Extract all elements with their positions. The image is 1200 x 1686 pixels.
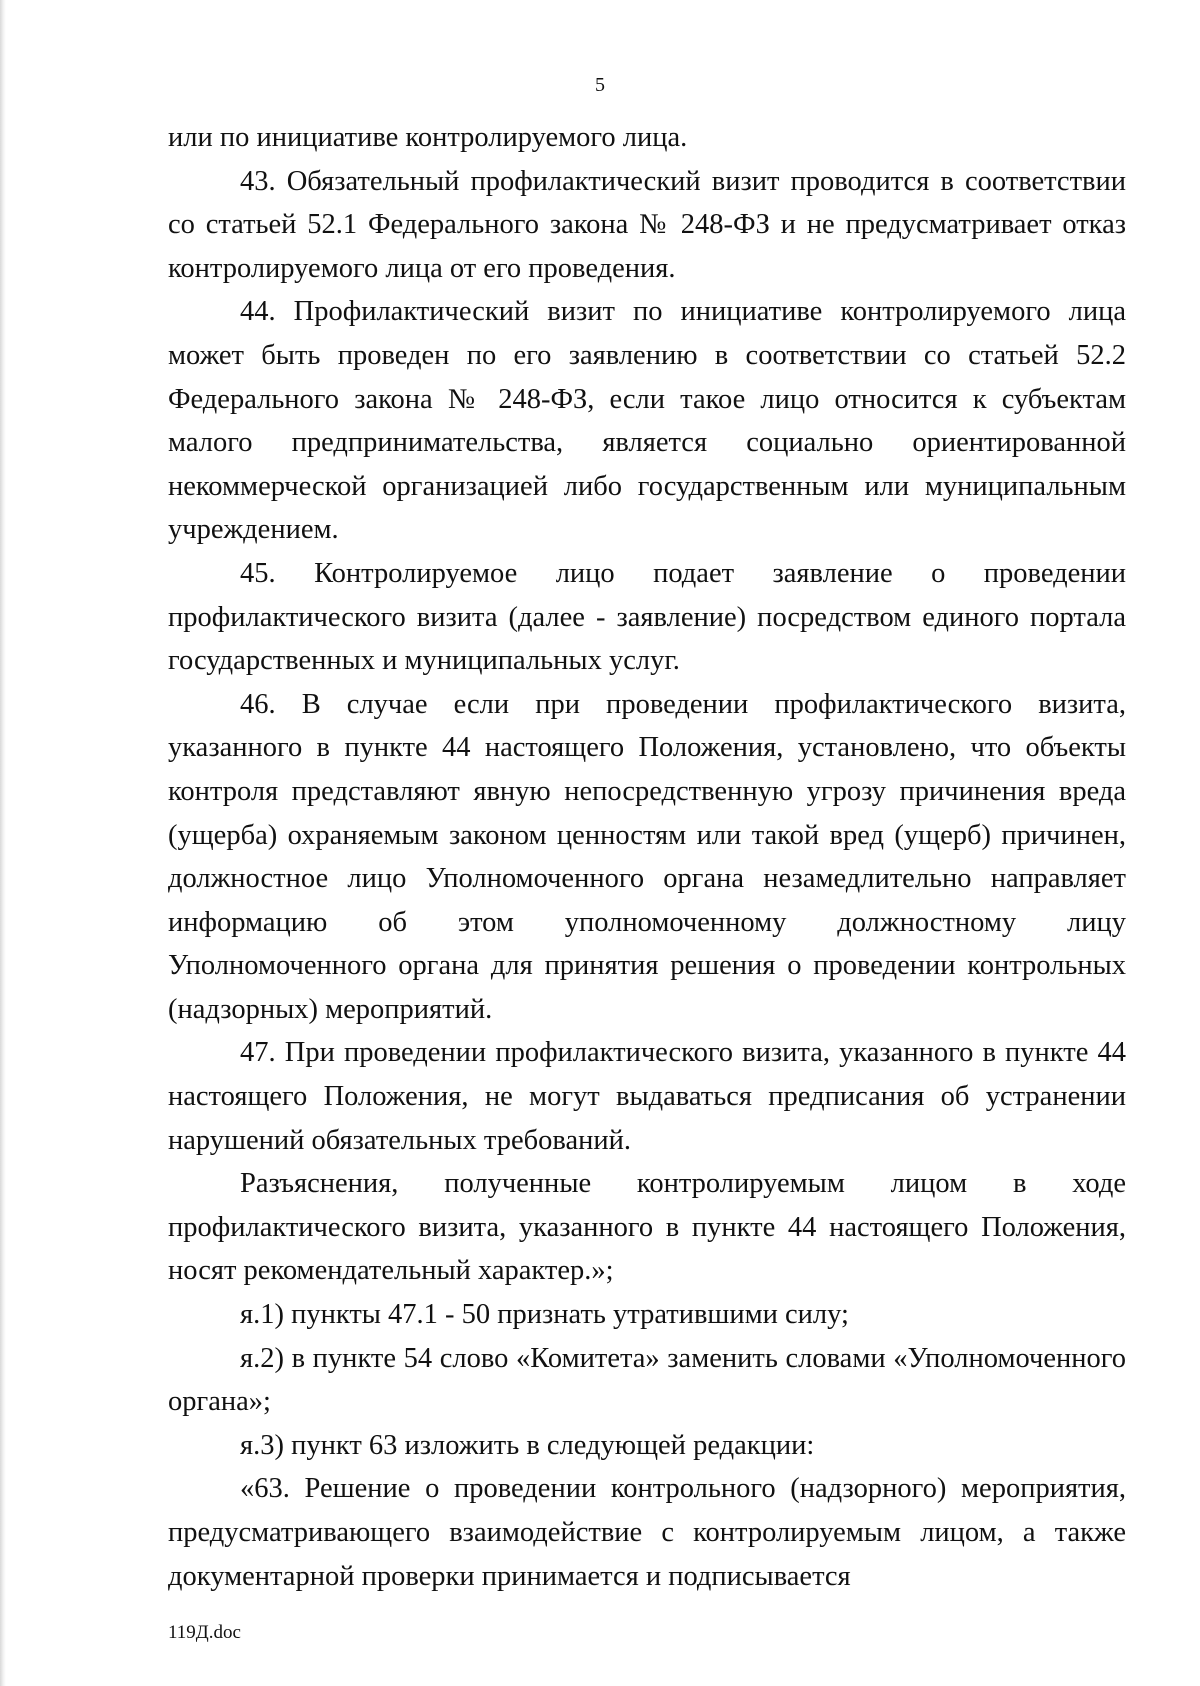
paragraph-item-63: «63. Решение о проведении контрольного (надзорного) мероприятия, предусматривающего взаимодействие с контролируемым лицом, а также документарной проверки принимается и подписывается	[168, 1473, 1126, 1592]
document-body	[168, 116, 1126, 1598]
paragraph-item-45: 45. Контролируемое лицо подает заявление о проведении профилактического визита (далее - заявление) посредством единого портала государственных и муниципальных услуг.	[168, 557, 1126, 677]
page-number: 5	[595, 74, 605, 96]
paragraph-continuation: или по инициативе контролируемого лица.	[168, 122, 688, 153]
paragraph-item-46: 46. В случае если при проведении профилактического визита, указанного в пункте 44 настоящего Положения, установлено, что объекты контроля представляют явную непосредственную угрозу причинения вреда (ущерба) охраняемым законом ценностям или такой вред (ущерб) причинен, должностное лицо Уполномоченного органа незамедлительно направляет информацию об этом уполномоченному должностному лицу Уполномоченного органа для принятия решения о проведении контрольных (надзорных) мероприятий.	[168, 688, 1126, 1025]
paragraph-amendment-ya3: я.3) пункт 63 изложить в следующей редакции:	[240, 1429, 815, 1461]
paragraph-explanations: Разъяснения, полученные контролируемым лицом в ходе профилактического визита, указанного в пункте 44 настоящего Положения, носят рекомендательный характер.»;	[168, 1168, 1126, 1287]
paragraph-amendment-ya1: я.1) пункты 47.1 - 50 признать утратившими силу;	[240, 1299, 849, 1331]
footer-file-name: 119Д.doc	[168, 1622, 241, 1643]
paragraph-item-43: 43. Обязательный профилактический визит проводится в соответствии со статьей 52.1 Федерального закона № 248-ФЗ и не предусматривает отказ контролируемого лица от его проведения.	[168, 165, 1126, 284]
scan-edge-shadow	[0, 0, 6, 1686]
paragraph-item-44: 44. Профилактический визит по инициативе контролируемого лица может быть проведен по его заявлению в соответствии со статьей 52.2 Федерального закона № 248-ФЗ, если такое лицо относится к субъектам малого предпринимательства, является социально ориентированной некоммерческой организацией либо государственным или муниципальным учреждением.	[168, 296, 1126, 546]
paragraph-item-47: 47. При проведении профилактического визита, указанного в пункте 44 настоящего Положения, не могут выдаваться предписания об устранении нарушений обязательных требований.	[168, 1037, 1126, 1156]
paragraph-amendment-ya2: я.2) в пункте 54 слово «Комитета» заменить словами «Уполномоченного органа»;	[168, 1342, 1126, 1418]
